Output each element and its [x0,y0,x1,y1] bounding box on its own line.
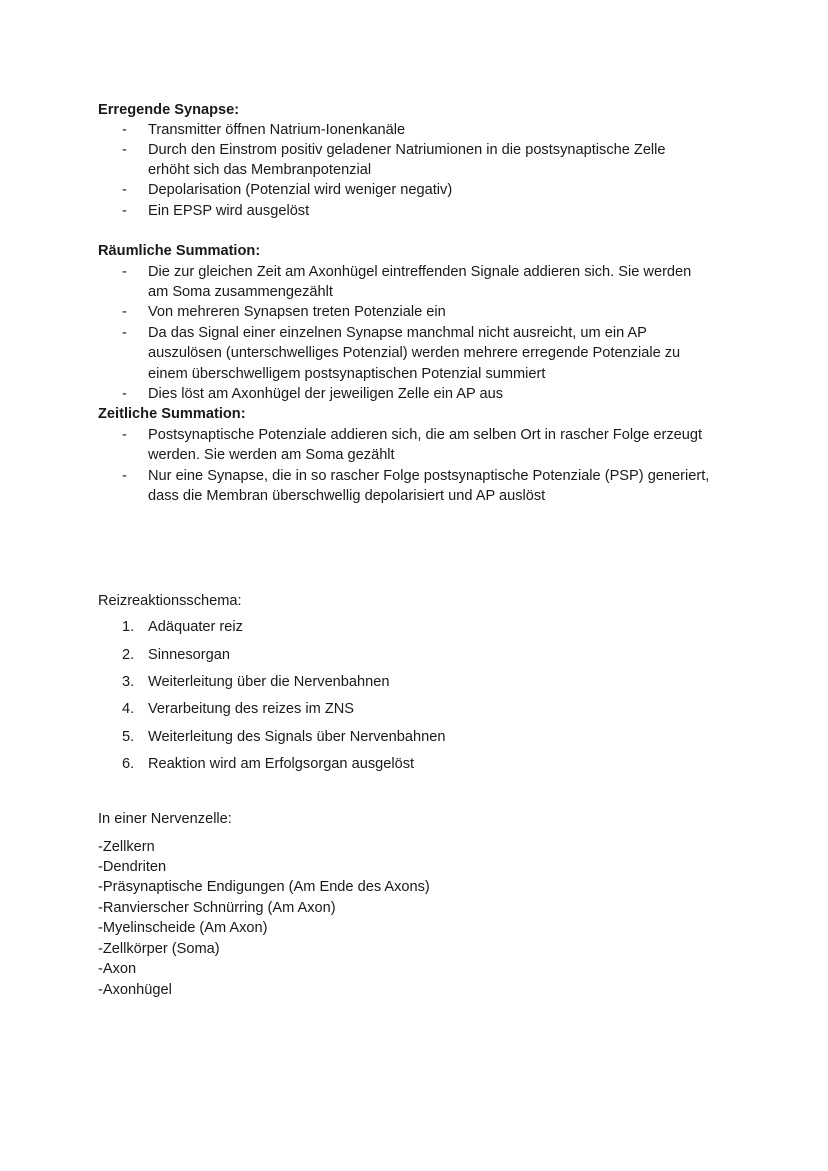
list-item-text-continued: einem überschwelligem postsynaptischen Potenzial summiert [148,366,546,382]
list-number: 4. [122,701,135,717]
list-item-text: Dies löst am Axonhügel der jeweiligen Zelle ein AP aus [148,386,504,402]
list-item-text-continued: dass die Membran überschwellig depolarisiert und AP auslöst [148,488,546,504]
list-item-text: Depolarisation (Potenzial wird weniger negativ) [148,182,453,198]
heading-nervenzelle: In einer Nervenzelle: [98,811,232,827]
list-item-text: Adäquater reiz [148,619,243,635]
list-number: 6. [122,756,135,772]
list-item-text: Sinnesorgan [148,647,230,663]
heading-erregende-synapse: Erregende Synapse: [98,102,240,118]
bullet-dash: - [122,468,127,484]
list-item-text: Verarbeitung des reizes im ZNS [148,701,355,717]
list-item-text: Ein EPSP wird ausgelöst [148,203,310,219]
bullet-dash: - [122,427,127,443]
list-number: 3. [122,674,135,690]
heading-reizreaktionsschema: Reizreaktionsschema: [98,593,242,609]
list-item-text: Nur eine Synapse, die in so rascher Folge postsynaptische Potenziale (PSP) generiert, [148,468,710,484]
list-item-text: Transmitter öffnen Natrium-Ionenkanäle [148,122,406,138]
bullet-dash: - [122,142,127,158]
list-item-text-continued: erhöht sich das Membranpotenzial [148,162,372,178]
list-item-text-continued: werden. Sie werden am Soma gezählt [148,447,395,463]
list-number: 1. [122,619,135,635]
list-item: -Myelinscheide (Am Axon) [98,920,268,936]
list-item-text: Postsynaptische Potenziale addieren sich, die am selben Ort in rascher Folge erzeugt [148,427,703,443]
list-item-text: Von mehreren Synapsen treten Potenziale ein [148,304,446,320]
list-number: 2. [122,647,135,663]
bullet-dash: - [122,386,127,402]
bullet-dash: - [122,203,127,219]
list-item-text-continued: auszulösen (unterschwelliges Potenzial) werden mehrere erregende Potenziale zu [148,345,681,361]
list-item: -Axon [98,961,137,977]
list-item-text: Reaktion wird am Erfolgsorgan ausgelöst [148,756,415,772]
list-item: -Axonhügel [98,982,172,998]
list-number: 5. [122,729,135,745]
bullet-dash: - [122,122,127,138]
list-item-text: Weiterleitung über die Nervenbahnen [148,674,390,690]
list-item-text: Die zur gleichen Zeit am Axonhügel eintreffenden Signale addieren sich. Sie werden [148,264,692,280]
heading-raeumliche-summation: Räumliche Summation: [98,243,261,259]
bullet-dash: - [122,264,127,280]
list-item-text-continued: am Soma zusammengezählt [148,284,333,300]
list-item: -Dendriten [98,859,167,875]
list-item-text: Durch den Einstrom positiv geladener Natriumionen in die postsynaptische Zelle [148,142,666,158]
list-item: -Ranvierscher Schnürring (Am Axon) [98,900,336,916]
bullet-dash: - [122,182,127,198]
bullet-dash: - [122,325,127,341]
list-item-text: Weiterleitung des Signals über Nervenbahnen [148,729,446,745]
list-item-text: Da das Signal einer einzelnen Synapse manchmal nicht ausreicht, um ein AP [148,325,647,341]
bullet-dash: - [122,304,127,320]
heading-zeitliche-summation: Zeitliche Summation: [98,406,246,422]
list-item: -Zellkern [98,839,155,855]
list-item: -Zellkörper (Soma) [98,941,220,957]
list-item: -Präsynaptische Endigungen (Am Ende des Axons) [98,879,430,895]
